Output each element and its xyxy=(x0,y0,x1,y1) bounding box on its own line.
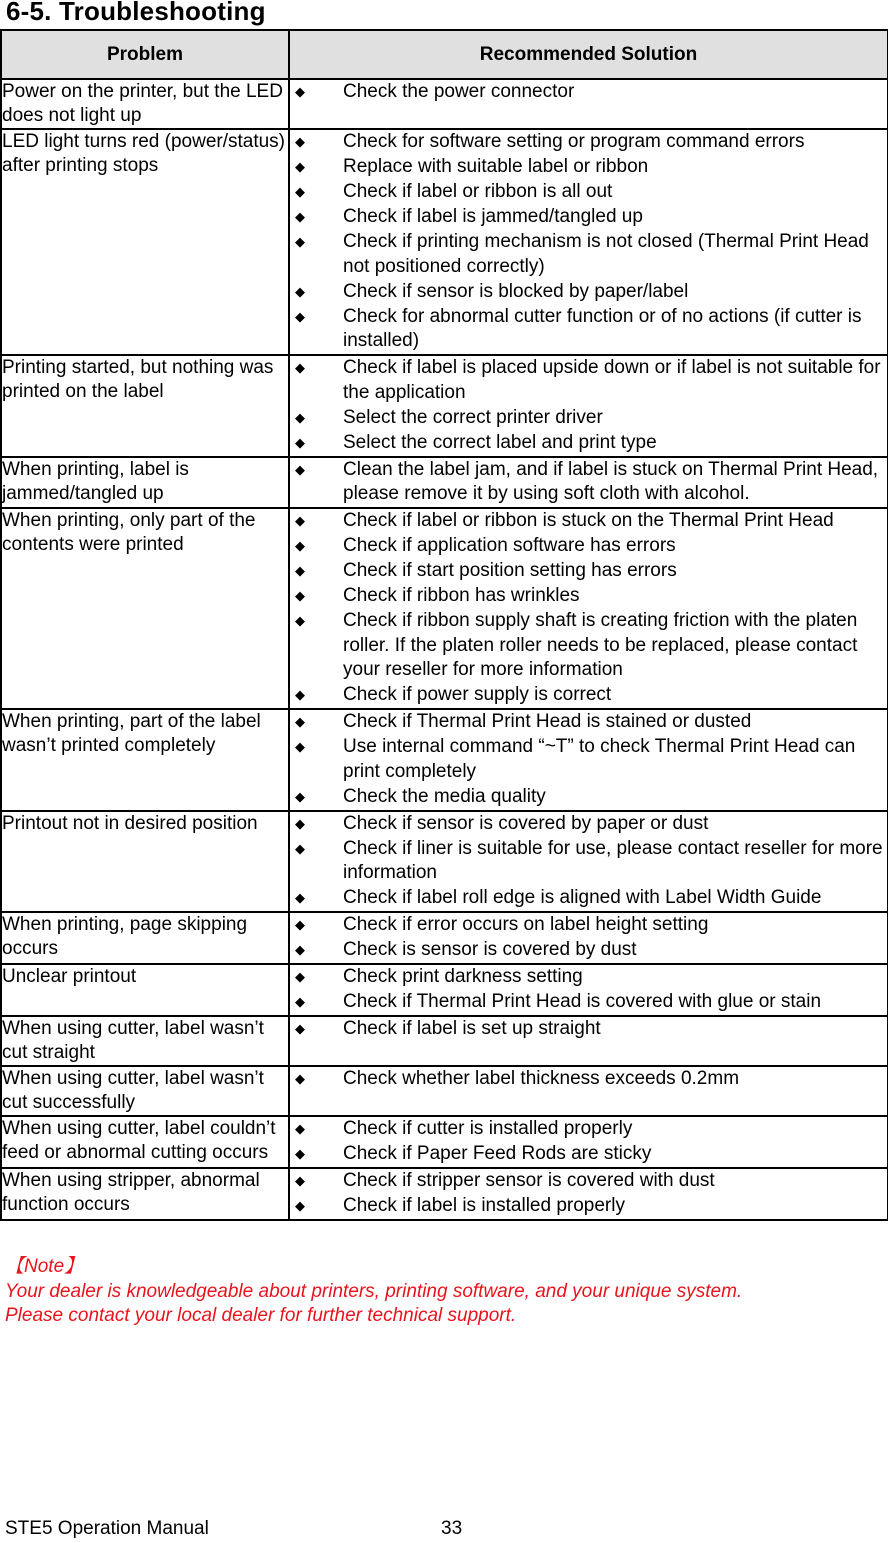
solution-text: Check if ribbon has wrinkles xyxy=(343,585,580,606)
solution-text: Check if label is placed upside down or if label is not suitable for the application xyxy=(343,357,881,403)
table-row xyxy=(1,355,888,457)
solution-item xyxy=(290,305,887,354)
solution-item xyxy=(290,837,887,886)
problem-cell: Printout not in desired position xyxy=(1,811,289,913)
table-row xyxy=(1,79,888,129)
diamond-bullet-icon: ◆ xyxy=(295,969,305,984)
solution-list xyxy=(290,1067,887,1092)
diamond-bullet-icon: ◆ xyxy=(295,994,305,1009)
diamond-bullet-icon: ◆ xyxy=(295,1198,305,1213)
diamond-bullet-icon: ◆ xyxy=(295,840,305,856)
solution-item xyxy=(290,458,887,507)
solution-text: Check whether label thickness exceeds 0.2mm xyxy=(343,1068,740,1089)
diamond-bullet-icon: ◆ xyxy=(295,538,305,553)
column-header-problem: Problem xyxy=(1,30,289,79)
problem-cell: When using cutter, label wasn’t cut straight xyxy=(1,1016,289,1066)
diamond-bullet-icon: ◆ xyxy=(295,1071,305,1086)
solution-cell xyxy=(289,912,888,964)
table-body xyxy=(1,79,888,1220)
solution-item xyxy=(290,1117,887,1142)
problem-cell: Unclear printout xyxy=(1,964,289,1016)
solution-list xyxy=(290,1169,887,1219)
solution-item xyxy=(290,155,887,180)
solution-text: Clean the label jam, and if label is stuck on Thermal Print Head, please remove it by using soft cloth with alcohol. xyxy=(343,458,879,504)
solution-cell xyxy=(289,811,888,913)
solution-list xyxy=(290,812,887,911)
problem-cell: Printing started, but nothing was printed on the label xyxy=(1,355,289,457)
footer-manual-name: STE5 Operation Manual xyxy=(5,1518,209,1539)
note-line: Your dealer is knowledgeable about printers, printing software, and your unique system. xyxy=(5,1280,743,1302)
solution-list xyxy=(290,509,887,708)
solution-text: Check if label or ribbon is stuck on the Thermal Print Head xyxy=(343,510,834,531)
solution-text: Check if printing mechanism is not closed (Thermal Print Head not positioned correctly) xyxy=(343,231,869,277)
diamond-bullet-icon: ◆ xyxy=(295,283,305,299)
solution-text: Check if ribbon supply shaft is creating friction with the platen roller. If the platen roller needs to be replaced, please contact your reseller for more information xyxy=(343,610,858,680)
solution-text: Check if sensor is blocked by paper/label xyxy=(343,280,689,302)
diamond-bullet-icon: ◆ xyxy=(295,815,305,831)
solution-text: Check is sensor is covered by dust xyxy=(343,939,637,960)
solution-cell xyxy=(289,1168,888,1220)
problem-cell: When using stripper, abnormal function occurs xyxy=(1,1168,289,1220)
solution-cell xyxy=(289,1016,888,1066)
diamond-bullet-icon: ◆ xyxy=(295,308,305,324)
troubleshooting-table xyxy=(0,29,888,1221)
solution-item xyxy=(290,431,887,456)
solution-item xyxy=(290,205,887,230)
diamond-bullet-icon: ◆ xyxy=(295,917,305,932)
solution-list xyxy=(290,130,887,354)
solution-item xyxy=(290,559,887,584)
solution-item xyxy=(290,280,887,305)
solution-text: Check if cutter is installed properly xyxy=(343,1118,633,1139)
solution-item xyxy=(290,1017,887,1042)
diamond-bullet-icon: ◆ xyxy=(295,1021,305,1036)
solution-list xyxy=(290,710,887,809)
solution-text: Replace with suitable label or ribbon xyxy=(343,156,649,177)
solution-cell xyxy=(289,457,888,509)
solution-item xyxy=(290,130,887,155)
diamond-bullet-icon: ◆ xyxy=(295,1146,305,1161)
diamond-bullet-icon: ◆ xyxy=(295,1121,305,1136)
solution-text: Check if error occurs on label height setting xyxy=(343,914,709,935)
diamond-bullet-icon: ◆ xyxy=(295,434,305,450)
table-row xyxy=(1,1116,888,1168)
diamond-bullet-icon: ◆ xyxy=(295,890,305,905)
diamond-bullet-icon: ◆ xyxy=(295,942,305,957)
diamond-bullet-icon: ◆ xyxy=(295,588,305,603)
problem-cell: When using cutter, label wasn’t cut successfully xyxy=(1,1066,289,1116)
solution-cell xyxy=(289,508,888,709)
diamond-bullet-icon: ◆ xyxy=(295,209,305,224)
solution-list xyxy=(290,1117,887,1167)
solution-text: Check if start position setting has errors xyxy=(343,560,677,581)
problem-cell: When using cutter, label couldn’t feed or abnormal cutting occurs xyxy=(1,1116,289,1168)
solution-item xyxy=(290,1067,887,1092)
solution-item xyxy=(290,710,887,735)
solution-item xyxy=(290,812,887,837)
solution-text: Check if Thermal Print Head is covered with glue or stain xyxy=(343,991,822,1012)
solution-text: Check if power supply is correct xyxy=(343,684,612,705)
table-row xyxy=(1,1066,888,1116)
solution-item xyxy=(290,356,887,405)
solution-text: Check if application software has errors xyxy=(343,535,676,556)
solution-item xyxy=(290,1194,887,1219)
solution-text: Select the correct label and print type xyxy=(343,431,657,453)
diamond-bullet-icon: ◆ xyxy=(295,234,305,249)
diamond-bullet-icon: ◆ xyxy=(295,1173,305,1188)
solution-item xyxy=(290,406,887,431)
diamond-bullet-icon: ◆ xyxy=(295,461,305,477)
solution-list xyxy=(290,965,887,1015)
solution-item xyxy=(290,938,887,963)
solution-item xyxy=(290,609,887,683)
diamond-bullet-icon: ◆ xyxy=(295,184,305,199)
diamond-bullet-icon: ◆ xyxy=(295,84,305,99)
problem-cell: When printing, part of the label wasn’t printed completely xyxy=(1,709,289,811)
column-header-solution: Recommended Solution xyxy=(289,30,888,79)
problem-cell: Power on the printer, but the LED does not light up xyxy=(1,79,289,129)
diamond-bullet-icon: ◆ xyxy=(295,513,305,528)
solution-item xyxy=(290,965,887,990)
solution-item xyxy=(290,785,887,810)
table-row xyxy=(1,964,888,1016)
table-header-row xyxy=(1,30,888,79)
diamond-bullet-icon: ◆ xyxy=(295,563,305,578)
table-row xyxy=(1,508,888,709)
solution-text: Check if label is installed properly xyxy=(343,1195,625,1216)
solution-text: Check if Thermal Print Head is stained or dusted xyxy=(343,711,752,732)
solution-cell xyxy=(289,355,888,457)
solution-cell xyxy=(289,129,888,355)
note-block xyxy=(5,1255,742,1329)
table-row xyxy=(1,1168,888,1220)
diamond-bullet-icon: ◆ xyxy=(295,788,305,804)
solution-text: Select the correct printer driver xyxy=(343,406,603,428)
solution-text: Check for abnormal cutter function or of no actions (if cutter is installed) xyxy=(343,305,862,351)
solution-item xyxy=(290,886,887,911)
table-row xyxy=(1,912,888,964)
solution-text: Check if label roll edge is aligned with Label Width Guide xyxy=(343,887,822,908)
solution-list xyxy=(290,458,887,507)
solution-text: Check print darkness setting xyxy=(343,966,583,987)
solution-cell xyxy=(289,964,888,1016)
solution-item xyxy=(290,683,887,708)
table-row xyxy=(1,457,888,509)
table-row xyxy=(1,811,888,913)
solution-text: Check if stripper sensor is covered with dust xyxy=(343,1170,715,1191)
solution-list xyxy=(290,913,887,963)
table-row xyxy=(1,1016,888,1066)
page-title: 6-5. Troubleshooting xyxy=(6,0,266,26)
note-heading: 【Note】 xyxy=(5,1256,84,1277)
solution-cell xyxy=(289,1116,888,1168)
solution-item xyxy=(290,1169,887,1194)
solution-text: Check if label is set up straight xyxy=(343,1018,601,1039)
solution-list xyxy=(290,80,887,105)
solution-item xyxy=(290,735,887,784)
diamond-bullet-icon: ◆ xyxy=(295,739,305,754)
solution-text: Check the power connector xyxy=(343,81,575,102)
solution-text: Check if label is jammed/tangled up xyxy=(343,206,643,227)
solution-item xyxy=(290,80,887,105)
footer-page-number: 33 xyxy=(441,1518,463,1539)
solution-item xyxy=(290,180,887,205)
solution-text: Check if label or ribbon is all out xyxy=(343,181,613,202)
diamond-bullet-icon: ◆ xyxy=(295,159,305,174)
solution-item xyxy=(290,584,887,609)
solution-text: Check the media quality xyxy=(343,785,546,807)
diamond-bullet-icon: ◆ xyxy=(295,613,305,628)
solution-text: Check for software setting or program command errors xyxy=(343,131,805,152)
solution-text: Check if Paper Feed Rods are sticky xyxy=(343,1143,652,1164)
solution-item xyxy=(290,913,887,938)
diamond-bullet-icon: ◆ xyxy=(295,360,305,375)
problem-cell: When printing, page skipping occurs xyxy=(1,912,289,964)
solution-cell xyxy=(289,709,888,811)
solution-item xyxy=(290,230,887,279)
solution-list xyxy=(290,1017,887,1042)
problem-cell: LED light turns red (power/status) after printing stops xyxy=(1,129,289,355)
solution-cell xyxy=(289,1066,888,1116)
note-line: Please contact your local dealer for further technical support. xyxy=(5,1305,517,1326)
solution-text: Check if sensor is covered by paper or dust xyxy=(343,812,709,834)
solution-list xyxy=(290,356,887,455)
diamond-bullet-icon: ◆ xyxy=(295,409,305,425)
solution-text: Use internal command “~T” to check Thermal Print Head can print completely xyxy=(343,736,856,782)
diamond-bullet-icon: ◆ xyxy=(295,687,305,702)
solution-item xyxy=(290,1142,887,1167)
problem-cell: When printing, only part of the contents were printed xyxy=(1,508,289,709)
solution-cell xyxy=(289,79,888,129)
solution-text: Check if liner is suitable for use, please contact reseller for more information xyxy=(343,837,883,883)
problem-cell: When printing, label is jammed/tangled up xyxy=(1,457,289,509)
diamond-bullet-icon: ◆ xyxy=(295,714,305,729)
table-row xyxy=(1,709,888,811)
solution-item xyxy=(290,534,887,559)
diamond-bullet-icon: ◆ xyxy=(295,134,305,149)
table-row xyxy=(1,129,888,355)
solution-item xyxy=(290,990,887,1015)
solution-item xyxy=(290,509,887,534)
